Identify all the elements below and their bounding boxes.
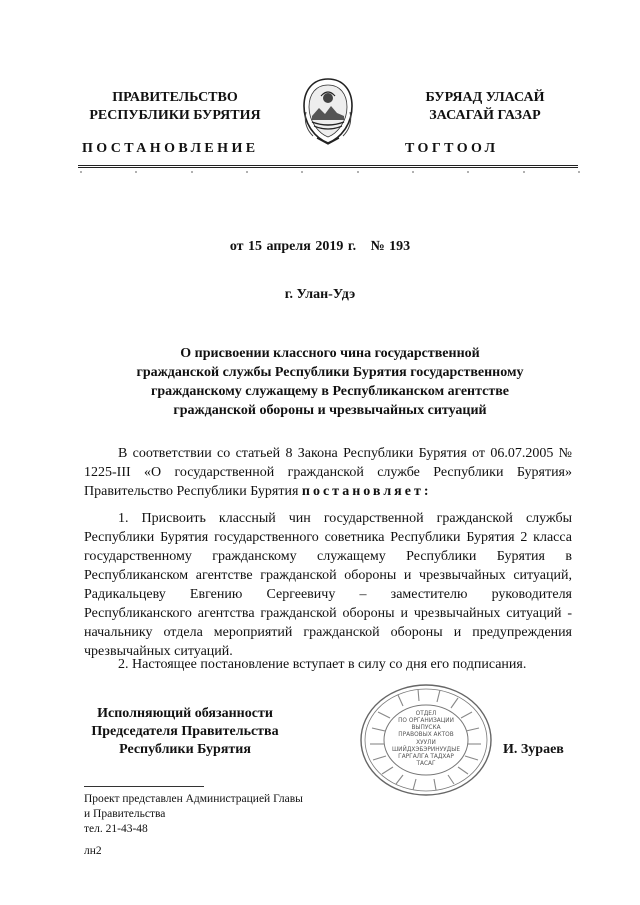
seal-text-line: ВЫПУСКА	[411, 725, 441, 731]
title-line: гражданской службы Республики Бурятия государственному	[136, 365, 524, 380]
preamble-colon: :	[423, 484, 429, 499]
seal-text-line: ГАРГАЛГА ТАДХАР	[398, 754, 454, 760]
item-1-paragraph: 1. Присвоить классный чин государственной гражданской службы Республики Бурятия государственного советника Республики Бурятия 2 класса государственному гражданскому служащему Республики Бурятия в Республиканском агентстве гражданской обороны и чрезвычайных ситуаций, Радикальцеву Евгению Сергеевичу – заместителю руководителя Республиканского агентства гражданской обороны и чрезвычайных ситуаций - начальнику отдела мероприятий гражданской обороны и предупреждения чрезвычайных ситуаций.	[84, 511, 572, 659]
document-city: г. Улан-Удэ	[284, 287, 356, 302]
document-date-line	[60, 239, 580, 255]
signatory-title-line: Председателя Правительства	[91, 724, 279, 739]
document-number: № 193	[370, 239, 411, 254]
footer-code: лн2	[84, 845, 102, 857]
doctype-left: ПОСТАНОВЛЕНИЕ	[82, 141, 259, 156]
seal-text-line: ПО ОРГАНИЗАЦИИ	[398, 718, 454, 724]
official-seal-icon	[358, 682, 494, 798]
header-right	[390, 89, 580, 125]
preamble-paragraph	[84, 444, 572, 501]
signatory-title	[80, 705, 290, 759]
footer-note	[84, 792, 384, 837]
header-left	[60, 89, 290, 125]
header-right-line1: БУРЯАД УЛАСАЙ	[425, 90, 545, 105]
footer-phone: тел. 21-43-48	[84, 823, 148, 835]
header-dot-row	[80, 171, 580, 177]
footer-divider	[84, 786, 204, 787]
seal-text-line: ОТДЕЛ	[415, 711, 437, 717]
footer-line: и Правительства	[84, 808, 166, 820]
seal-text-line: ХУУЛИ	[416, 740, 436, 746]
seal-text-line: ШИЙДХЭБЭРИНУУДЫЕ	[391, 747, 461, 753]
title-line: гражданской обороны и чрезвычайных ситуаций	[173, 403, 487, 418]
header-left-line2: РЕСПУБЛИКИ БУРЯТИЯ	[89, 108, 261, 123]
doctype-right: ТОГТООЛ	[405, 141, 499, 156]
preamble-keyword: постановляет	[301, 484, 424, 499]
seal-text-line: ПРАВОВЫХ АКТОВ	[398, 732, 454, 738]
signatory-name: И. Зураев	[503, 742, 564, 757]
title-line: гражданскому служащему в Республиканском агентстве	[150, 384, 510, 399]
header-left-line1: ПРАВИТЕЛЬСТВО	[112, 90, 238, 105]
signatory-title-line: Исполняющий обязанности	[97, 706, 273, 721]
preamble-text: В соответствии со статьей 8 Закона Республики Бурятия от 06.07.2005 № 1225-III «О государственной гражданской службе Республики Бурятия» Правительство Республики Бурятия	[84, 446, 572, 499]
seal-text-line: ТАСАГ	[416, 761, 436, 767]
header-divider	[78, 165, 578, 168]
title-line: О присвоении классного чина государственной	[180, 346, 480, 361]
header-right-line2: ЗАСАГАЙ ГАЗАР	[429, 108, 541, 123]
coat-of-arms-icon	[299, 76, 357, 146]
document-title	[100, 344, 560, 420]
document-date: от 15 апреля 2019 г.	[229, 239, 357, 254]
item-2-paragraph: 2. Настоящее постановление вступает в силу со дня его подписания.	[118, 657, 527, 672]
signatory-title-line: Республики Бурятия	[119, 742, 251, 757]
footer-line: Проект представлен Администрацией Главы	[84, 793, 303, 805]
